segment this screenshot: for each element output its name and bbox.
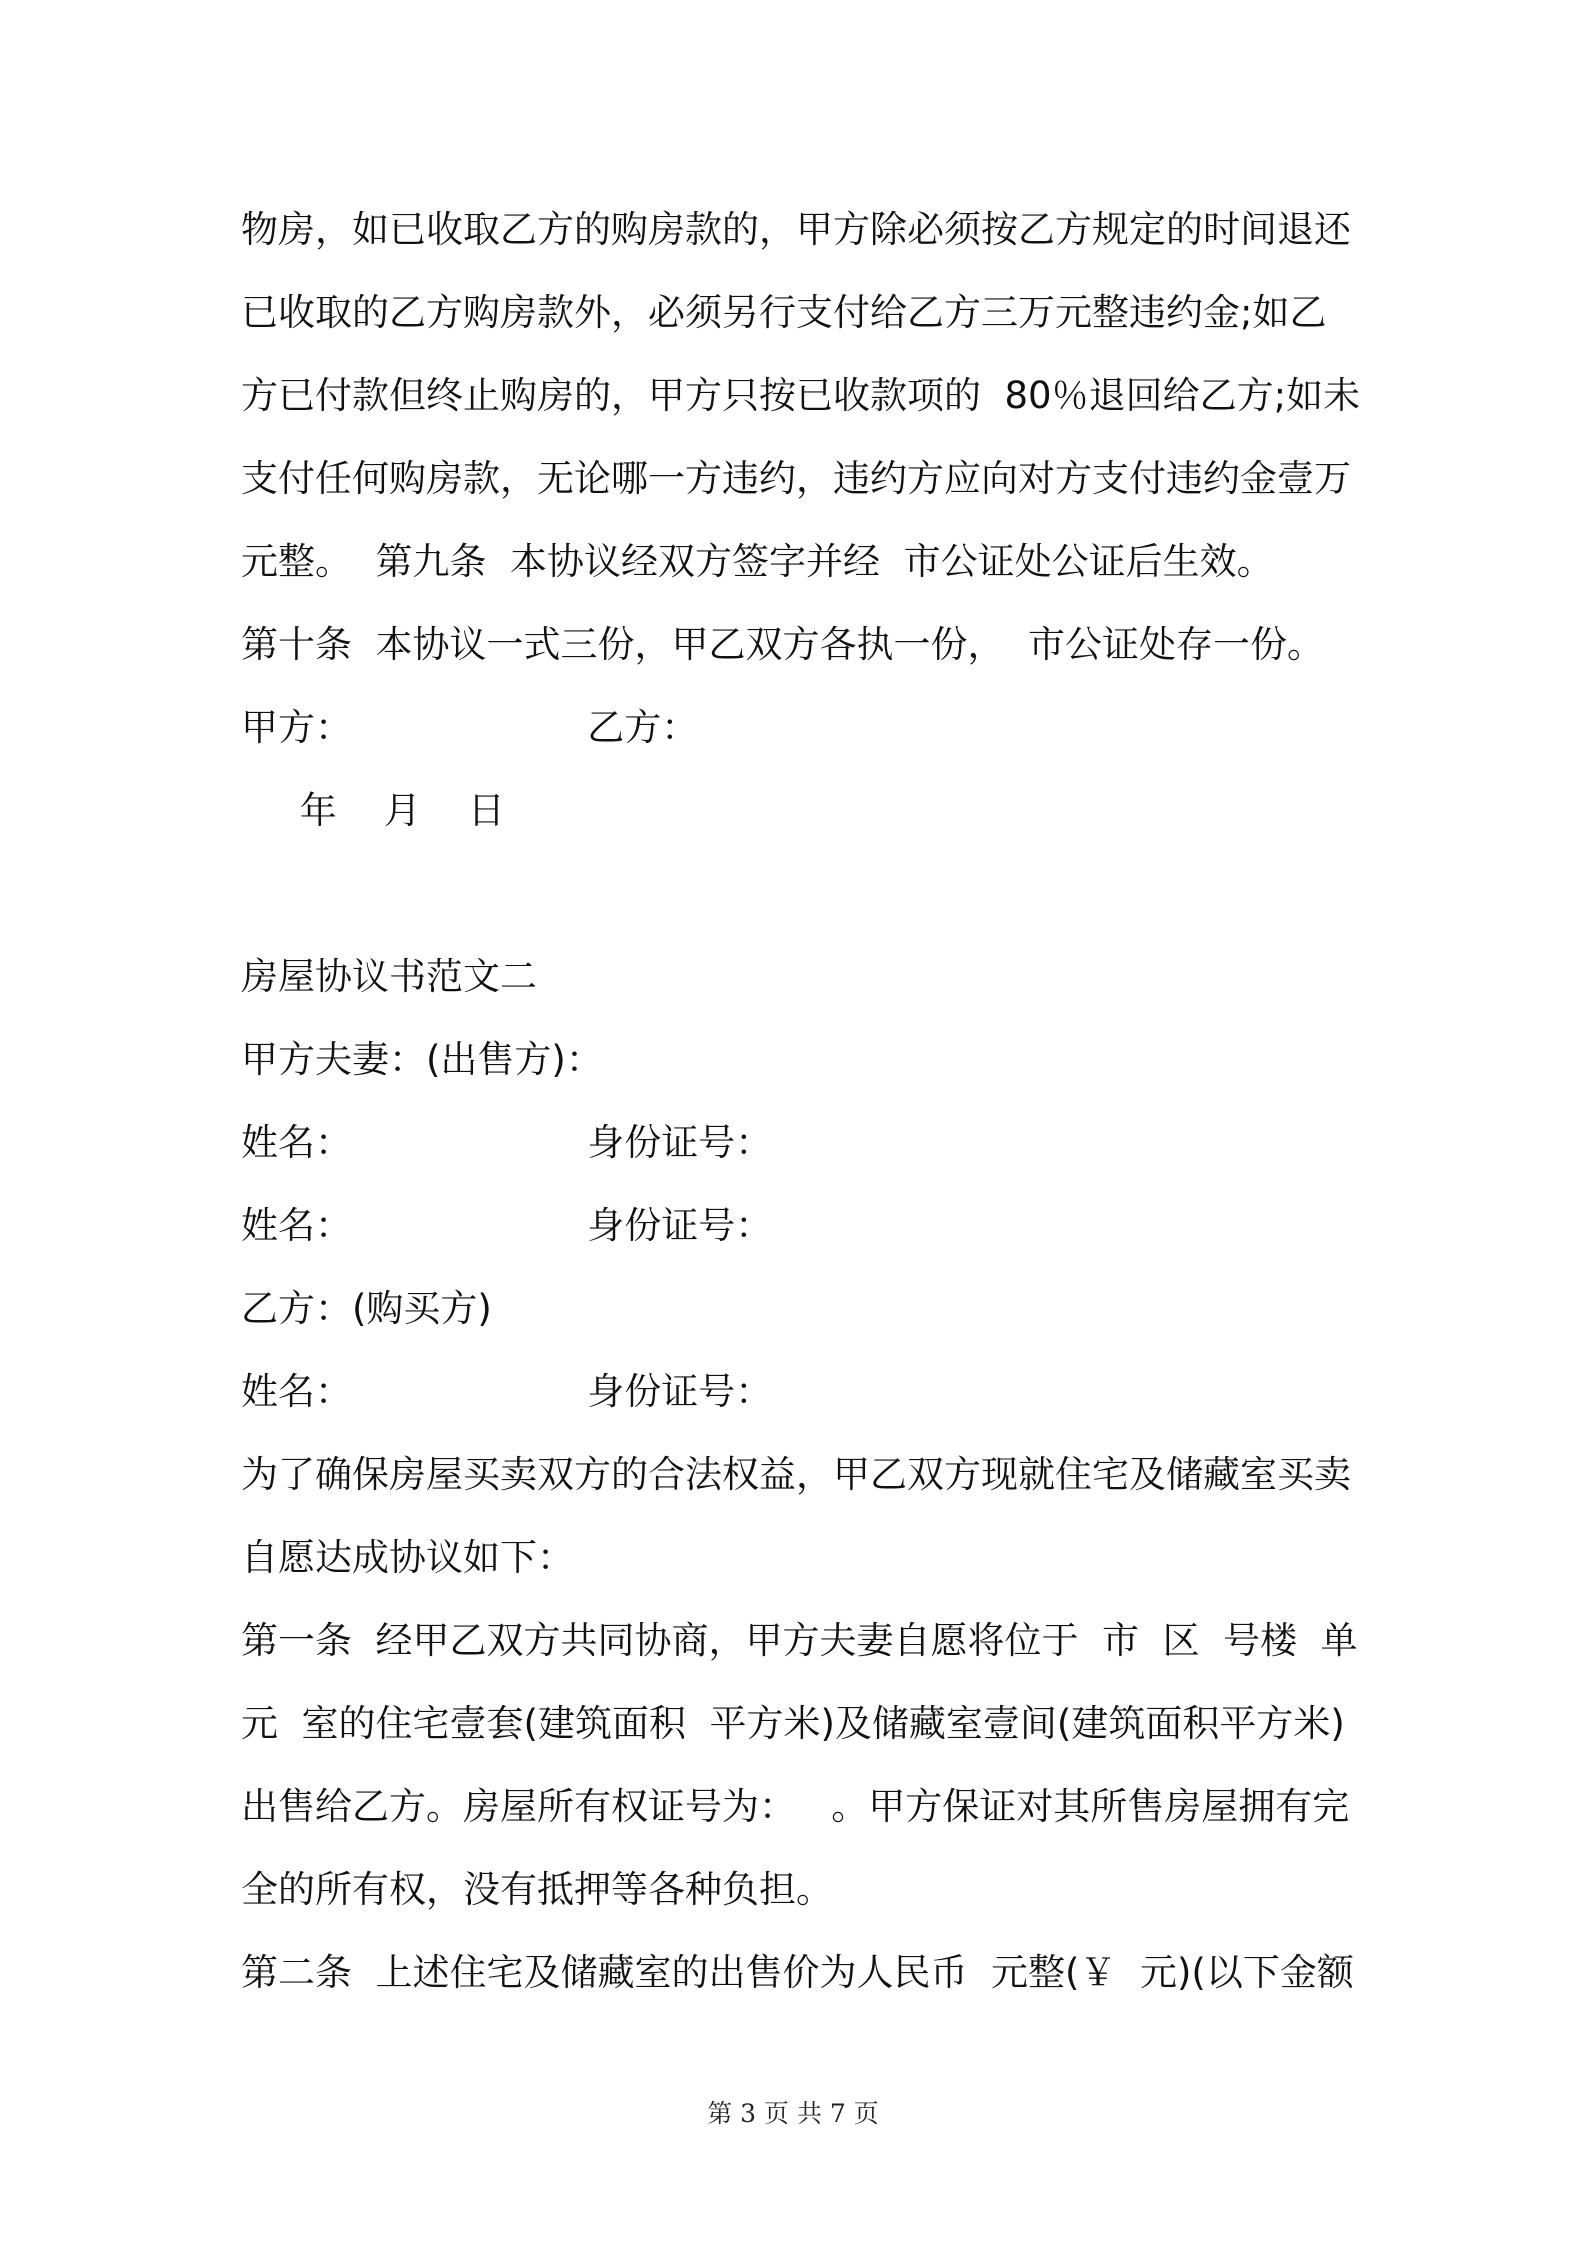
text-line: 甲方夫妻：(出售方)：: [241, 1038, 603, 1081]
text-line: 第十条 本协议一式三份，甲乙双方各执一份， 市公证处存一份。: [241, 623, 1325, 666]
date-line: 年 月 日: [241, 789, 505, 832]
text-line: 第二条 上述住宅及储藏室的出售价为人民币 元整(￥ 元)(以下金额: [241, 1951, 1354, 1994]
text-line: 乙方：(购买方): [241, 1287, 492, 1330]
text-line: 方已付款但终止购房的，甲方只按已收款项的 80％退回给乙方;如未: [241, 374, 1361, 417]
name-id-line: 姓名： 身份证号：: [241, 1121, 773, 1164]
signature-line: 甲方： 乙方：: [241, 706, 699, 749]
text-line: 元整。 第九条 本协议经双方签字并经 市公证处公证后生效。: [241, 540, 1274, 583]
text-line: 全的所有权，没有抵押等各种负担。: [241, 1868, 833, 1911]
text-line: 元 室的住宅壹套(建筑面积 平方米)及储藏室壹间(建筑面积平方米): [241, 1702, 1345, 1745]
text-line: 已收取的乙方购房款外，必须另行支付给乙方三万元整违约金;如乙: [241, 291, 1327, 334]
name-id-line: 姓名： 身份证号：: [241, 1370, 773, 1413]
text-line: 为了确保房屋买卖双方的合法权益，甲乙双方现就住宅及储藏室买卖: [241, 1453, 1351, 1496]
text-line: 第一条 经甲乙双方共同协商，甲方夫妻自愿将位于 市 区 号楼 单: [241, 1619, 1358, 1662]
page-number: 第 3 页 共 7 页: [707, 2099, 879, 2128]
text-line: 物房，如已收取乙方的购房款的，甲方除必须按乙方规定的时间退还: [241, 208, 1351, 251]
section-title: 房屋协议书范文二: [241, 955, 537, 998]
text-line: 自愿达成协议如下：: [241, 1536, 574, 1579]
text-line: 支付任何购房款，无论哪一方违约，违约方应向对方支付违约金壹万: [241, 457, 1351, 500]
text-line: 出售给乙方。房屋所有权证号为： 。甲方保证对其所售房屋拥有完: [241, 1785, 1350, 1828]
name-id-line: 姓名： 身份证号：: [241, 1204, 773, 1247]
